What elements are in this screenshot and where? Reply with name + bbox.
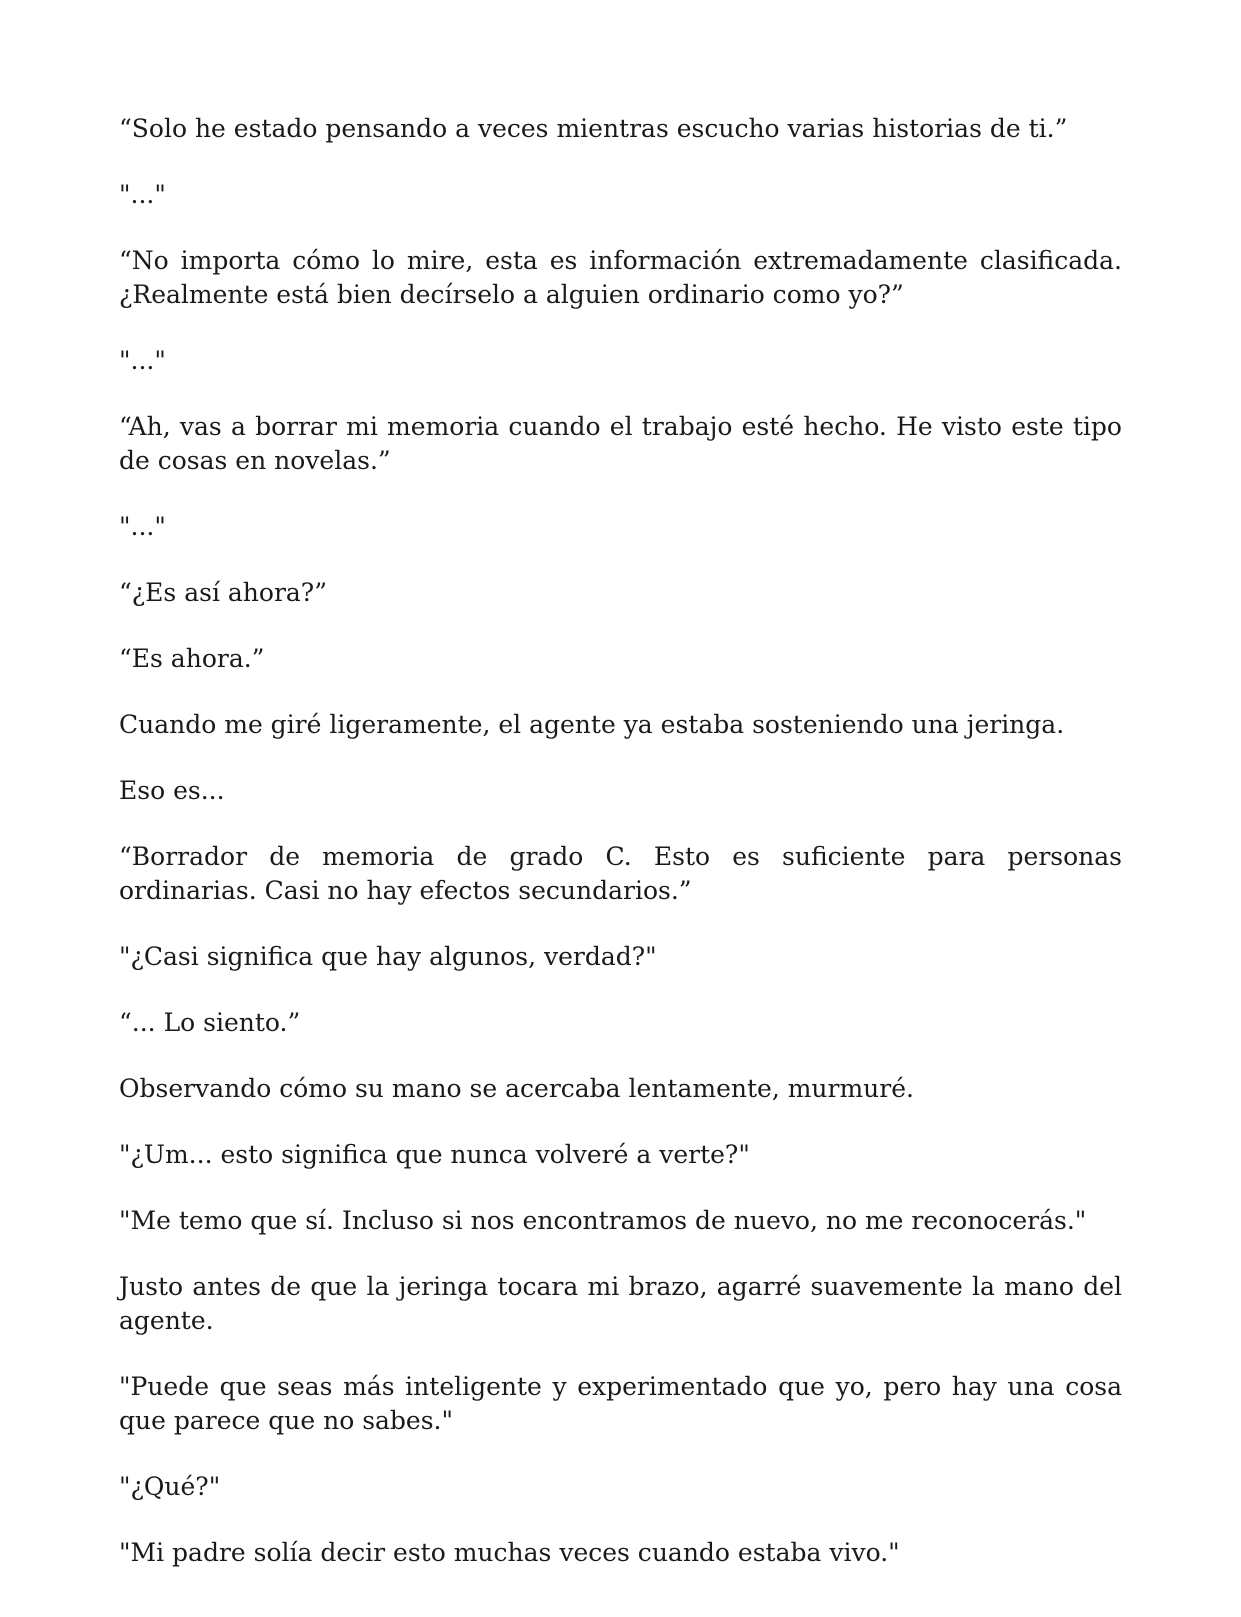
paragraph-4: "..." (119, 346, 166, 375)
paragraph-2: "..." (119, 180, 166, 209)
paragraph-14: Observando cómo su mano se acercaba lentamente, murmuré. (119, 1074, 914, 1103)
paragraph-9: Cuando me giré ligeramente, el agente ya estaba sosteniendo una jeringa. (119, 710, 1065, 739)
paragraph-16: "Me temo que sí. Incluso si nos encontramos de nuevo, no me reconocerás." (119, 1206, 1087, 1235)
paragraph-3: “No importa cómo lo mire, esta es información extremadamente clasificada. ¿Realmente está bien decírselo a alguien ordinario como yo?” (119, 246, 1122, 309)
paragraph-7: “¿Es así ahora?” (119, 578, 327, 607)
paragraph-17: Justo antes de que la jeringa tocara mi brazo, agarré suavemente la mano del agente. (119, 1272, 1122, 1335)
paragraph-13: “... Lo siento.” (119, 1008, 301, 1037)
paragraph-15: "¿Um... esto significa que nunca volveré a verte?" (119, 1140, 750, 1169)
paragraph-19: "¿Qué?" (119, 1472, 221, 1501)
paragraph-5: “Ah, vas a borrar mi memoria cuando el trabajo esté hecho. He visto este tipo de cosas en novelas.” (119, 412, 1122, 475)
paragraph-11: “Borrador de memoria de grado C. Esto es suficiente para personas ordinarias. Casi no hay efectos secundarios.” (119, 842, 1122, 905)
paragraph-20: "Mi padre solía decir esto muchas veces cuando estaba vivo." (119, 1538, 900, 1567)
paragraph-10: Eso es... (119, 776, 225, 805)
paragraph-12: "¿Casi significa que hay algunos, verdad?" (119, 942, 657, 971)
paragraph-6: "..." (119, 512, 166, 541)
paragraph-18: "Puede que seas más inteligente y experimentado que yo, pero hay una cosa que parece que no sabes." (119, 1372, 1122, 1435)
paragraph-1: “Solo he estado pensando a veces mientras escucho varias historias de ti.” (119, 114, 1068, 143)
document-page (119, 112, 1122, 1602)
paragraph-8: “Es ahora.” (119, 644, 265, 673)
